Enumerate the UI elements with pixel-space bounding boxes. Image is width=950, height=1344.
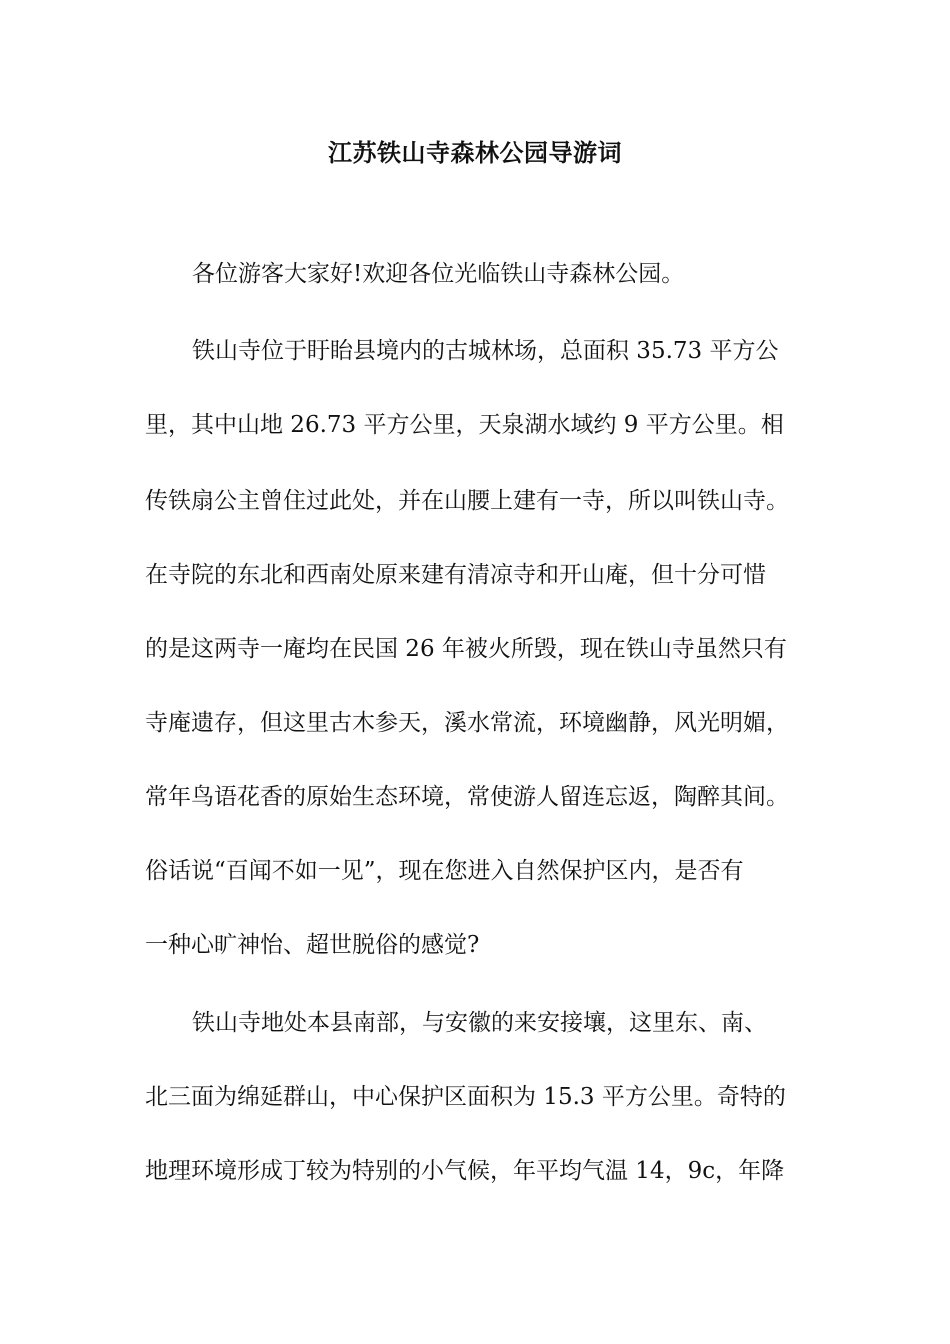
paragraph-line — [0, 851, 950, 891]
paragraph-line-text: 各位游客大家好!欢迎各位光临铁山寺森林公园。 — [192, 261, 685, 287]
paragraph-line — [0, 1077, 950, 1117]
paragraph-line-text: 常年鸟语花香的原始生态环境，常使游人留连忘返，陶醉其间。 — [145, 784, 789, 810]
paragraph-line — [0, 1151, 950, 1191]
paragraph-line — [0, 925, 950, 965]
paragraph-line-text: 一种心旷神怡、超世脱俗的感觉? — [145, 932, 480, 958]
paragraph-line — [0, 555, 950, 595]
paragraph-line-text: 的是这两寺一庵均在民国 26 年被火所毁，现在铁山寺虽然只有 — [145, 636, 787, 662]
paragraph-line-text: 铁山寺位于盱眙县境内的古城林场，总面积 35.73 平方公 — [192, 338, 779, 364]
paragraph-line — [0, 703, 950, 743]
paragraph-line-text: 铁山寺地处本县南部，与安徽的来安接壤，这里东、南、 — [192, 1010, 767, 1036]
paragraph-line — [0, 405, 950, 445]
paragraph-line — [0, 777, 950, 817]
paragraph-line — [0, 254, 950, 294]
paragraph-line — [0, 629, 950, 669]
paragraph-line — [0, 331, 950, 371]
paragraph-line — [0, 481, 950, 521]
paragraph-line-text: 地理环境形成丁较为特别的小气候，年平均气温 14，9c，年降 — [145, 1158, 785, 1184]
paragraph-line-text: 俗话说“百闻不如一见”，现在您进入自然保护区内，是否有 — [145, 858, 744, 884]
paragraph-line-text: 北三面为绵延群山，中心保护区面积为 15.3 平方公里。奇特的 — [145, 1084, 786, 1110]
document-title: 江苏铁山寺森林公园导游词 — [328, 138, 622, 167]
paragraph-line-text: 传铁扇公主曾住过此处，并在山腰上建有一寺，所以叫铁山寺。 — [145, 488, 789, 514]
paragraph-line — [0, 1003, 950, 1043]
paragraph-line-text: 在寺院的东北和西南处原来建有清凉寺和开山庵，但十分可惜 — [145, 562, 766, 588]
paragraph-line-text: 寺庵遗存，但这里古木参天，溪水常流，环境幽静，风光明媚， — [145, 710, 789, 736]
paragraph-line-text: 里，其中山地 26.73 平方公里，天泉湖水域约 9 平方公里。相 — [145, 412, 784, 438]
